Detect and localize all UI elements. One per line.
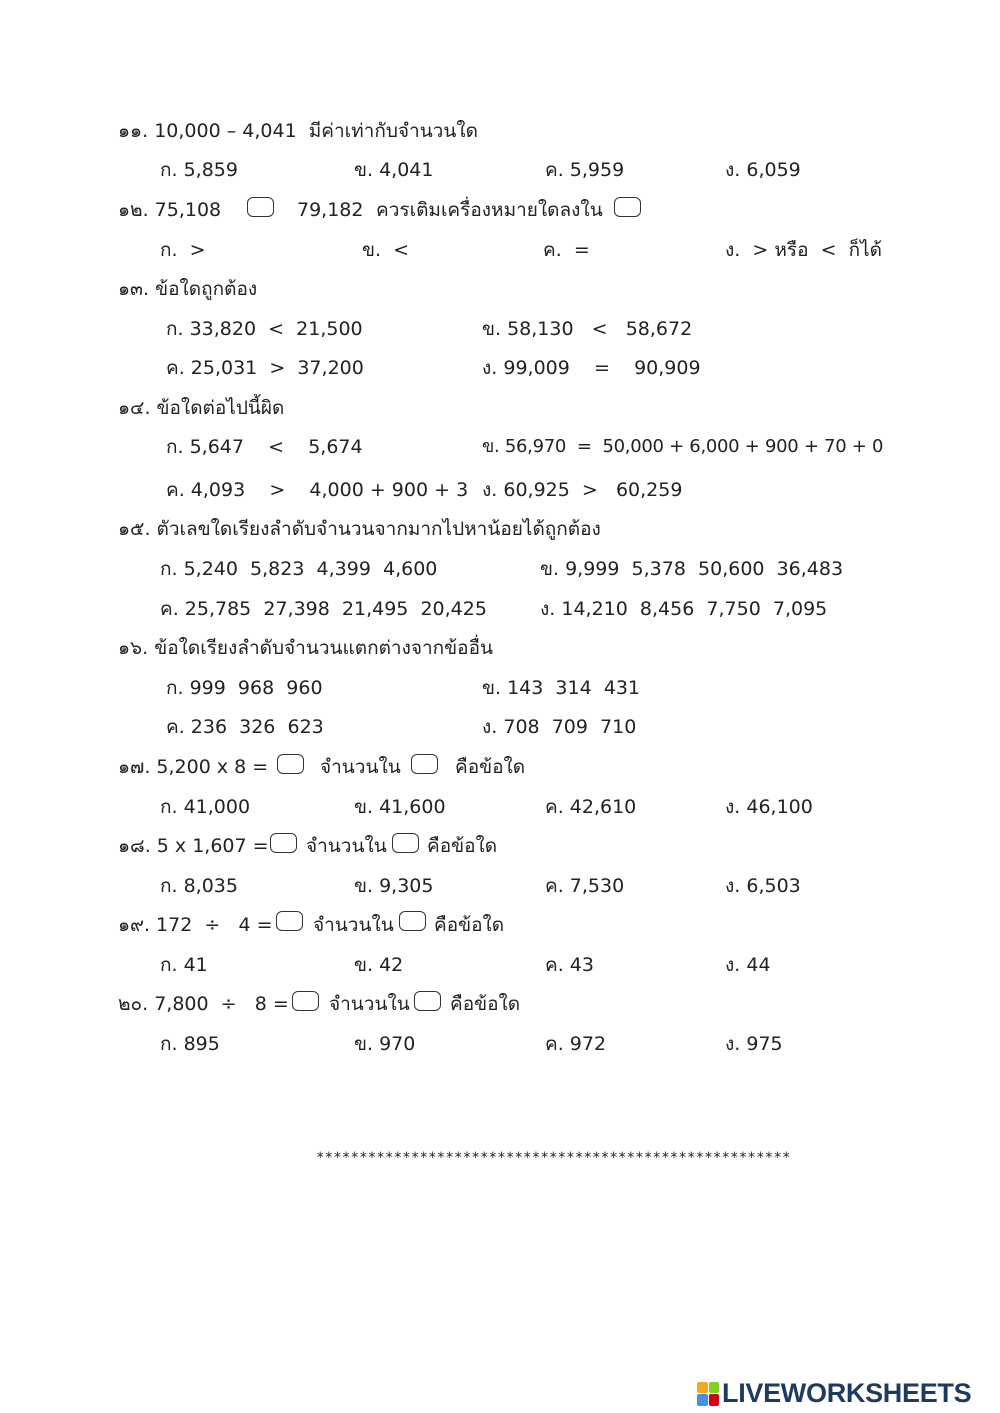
q19-option-a[interactable]: ก. 41 [160, 954, 208, 976]
q12-stem-part1: ๑๒. 75,108 [118, 199, 222, 221]
q19-option-c[interactable]: ค. 43 [545, 954, 594, 976]
q12-option-c[interactable]: ค. = [543, 239, 590, 261]
q20-answer-box-2[interactable] [414, 991, 441, 1011]
q20-stem-part3: คือข้อใด [450, 993, 521, 1015]
q20-option-d[interactable]: ง. 975 [725, 1033, 783, 1055]
logo-square-3 [697, 1394, 708, 1406]
q12-option-a[interactable]: ก. > [160, 239, 206, 261]
liveworksheets-logo-icon [697, 1382, 719, 1406]
q16-stem: ๑๖. ข้อใดเรียงลำดับจำนวนแตกต่างจากข้ออื่น [118, 637, 493, 659]
end-separator: ******************************************************* [316, 1150, 791, 1166]
q20-option-a[interactable]: ก. 895 [160, 1033, 220, 1055]
q11-option-c[interactable]: ค. 5,959 [545, 159, 625, 181]
q13-option-d[interactable]: ง. 99,009 = 90,909 [482, 357, 701, 379]
q12-stem-part3: ควรเติมเครื่องหมายใดลงใน [376, 199, 603, 221]
q11-option-b[interactable]: ข. 4,041 [354, 159, 434, 181]
q17-option-c[interactable]: ค. 42,610 [545, 796, 637, 818]
q20-stem-part1: ๒๐. 7,800 ÷ 8 = [118, 993, 289, 1015]
q19-stem-part1: ๑๙. 172 ÷ 4 = [118, 914, 273, 936]
q11-stem: ๑๑. 10,000 – 4,041 มีค่าเท่ากับจำนวนใด [118, 120, 478, 142]
brand-name: LIVEWORKSHEETS [722, 1378, 972, 1408]
q18-stem-part1: ๑๘. 5 x 1,607 = [118, 835, 269, 857]
q19-stem-part2: จำนวนใน [313, 914, 394, 936]
q17-answer-box-2[interactable] [411, 754, 438, 774]
q18-option-b[interactable]: ข. 9,305 [354, 875, 434, 897]
q18-option-a[interactable]: ก. 8,035 [160, 875, 238, 897]
q15-stem: ๑๕. ตัวเลขใดเรียงลำดับจำนวนจากมากไปหาน้อยได้ถูกต้อง [118, 518, 601, 540]
logo-square-2 [709, 1382, 720, 1394]
q17-option-d[interactable]: ง. 46,100 [725, 796, 813, 818]
q14-option-b[interactable]: ข. 56,970 = 50,000 + 6,000 + 900 + 70 + 0 [482, 436, 884, 457]
q18-option-d[interactable]: ง. 6,503 [725, 875, 801, 897]
q12-answer-box-1[interactable] [247, 197, 274, 217]
logo-square-4 [709, 1394, 720, 1406]
q16-option-a[interactable]: ก. 999 968 960 [166, 677, 323, 699]
q15-option-d[interactable]: ง. 14,210 8,456 7,750 7,095 [540, 598, 828, 620]
q17-option-b[interactable]: ข. 41,600 [354, 796, 446, 818]
q18-stem-part3: คือข้อใด [427, 835, 498, 857]
q14-option-d[interactable]: ง. 60,925 > 60,259 [482, 479, 683, 501]
q18-option-c[interactable]: ค. 7,530 [545, 875, 625, 897]
q19-option-d[interactable]: ง. 44 [725, 954, 771, 976]
q12-answer-box-2[interactable] [614, 197, 641, 217]
q17-answer-box-1[interactable] [277, 754, 304, 774]
q13-option-c[interactable]: ค. 25,031 > 37,200 [166, 357, 364, 379]
q19-answer-box-1[interactable] [276, 911, 303, 931]
q12-option-d[interactable]: ง. > หรือ < ก็ได้ [725, 239, 882, 261]
logo-square-1 [697, 1382, 708, 1394]
q11-option-a[interactable]: ก. 5,859 [160, 159, 238, 181]
q13-option-b[interactable]: ข. 58,130 < 58,672 [482, 318, 693, 340]
q14-option-c[interactable]: ค. 4,093 > 4,000 + 900 + 3 [166, 479, 469, 501]
q17-option-a[interactable]: ก. 41,000 [160, 796, 251, 818]
q19-option-b[interactable]: ข. 42 [354, 954, 404, 976]
q14-stem: ๑๔. ข้อใดต่อไปนี้ผิด [118, 397, 285, 419]
q18-answer-box-1[interactable] [270, 833, 297, 853]
q20-answer-box-1[interactable] [292, 991, 319, 1011]
q20-stem-part2: จำนวนใน [329, 993, 410, 1015]
q18-stem-part2: จำนวนใน [306, 835, 387, 857]
q17-stem-part3: คือข้อใด [455, 756, 526, 778]
q13-stem: ๑๓. ข้อใดถูกต้อง [118, 278, 258, 300]
q18-answer-box-2[interactable] [392, 833, 419, 853]
q20-option-c[interactable]: ค. 972 [545, 1033, 607, 1055]
q16-option-b[interactable]: ข. 143 314 431 [482, 677, 641, 699]
q17-stem-part1: ๑๗. 5,200 x 8 = [118, 756, 269, 778]
q12-stem-part2: 79,182 [297, 199, 364, 221]
q12-option-b[interactable]: ข. < [362, 239, 410, 261]
q15-option-c[interactable]: ค. 25,785 27,398 21,495 20,425 [160, 598, 487, 620]
q15-option-a[interactable]: ก. 5,240 5,823 4,399 4,600 [160, 558, 438, 580]
q11-option-d[interactable]: ง. 6,059 [725, 159, 801, 181]
q14-option-a[interactable]: ก. 5,647 < 5,674 [166, 436, 363, 458]
q16-option-c[interactable]: ค. 236 326 623 [166, 716, 324, 738]
q20-option-b[interactable]: ข. 970 [354, 1033, 416, 1055]
q15-option-b[interactable]: ข. 9,999 5,378 50,600 36,483 [540, 558, 844, 580]
q17-stem-part2: จำนวนใน [320, 756, 401, 778]
q16-option-d[interactable]: ง. 708 709 710 [482, 716, 637, 738]
q19-answer-box-2[interactable] [399, 911, 426, 931]
liveworksheets-brand [697, 1378, 971, 1409]
q13-option-a[interactable]: ก. 33,820 < 21,500 [166, 318, 363, 340]
q19-stem-part3: คือข้อใด [434, 914, 505, 936]
